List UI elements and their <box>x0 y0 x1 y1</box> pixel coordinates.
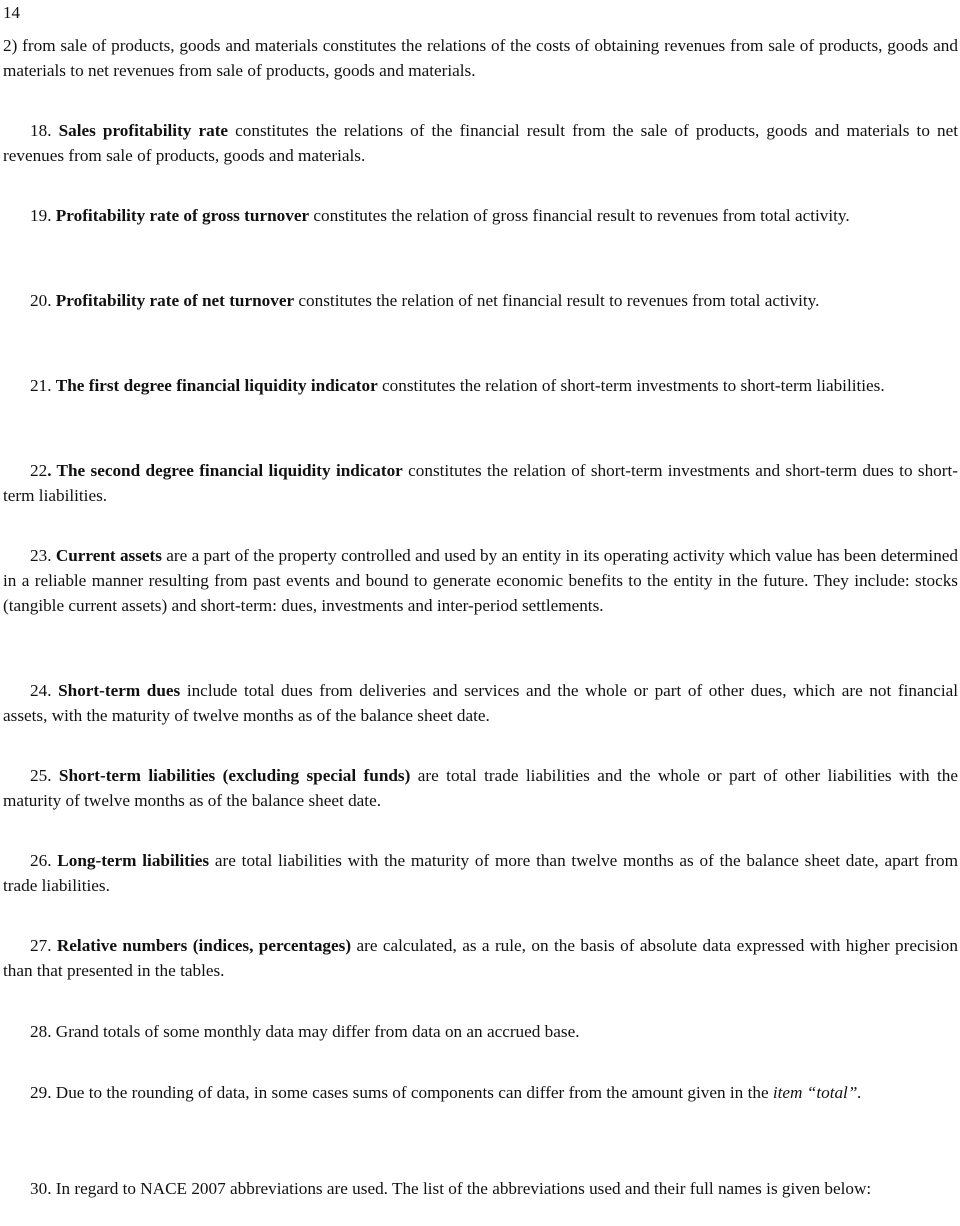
item-number: 18. <box>30 121 59 140</box>
item-number: 28. <box>30 1022 56 1041</box>
item-text: are a part of the property controlled and used by an entity in its operating activity which value has been determined in a reliable manner resulting from past events and bound to generate economic benefits to the entity in the future. They include: stocks (tangible current assets) and short-term: dues, investments and inter-period settlements. <box>3 546 959 615</box>
item-text: constitutes the relation of net financial result to revenues from total activity. <box>294 291 820 310</box>
item-18-paragraph <box>3 118 958 168</box>
item-19-paragraph <box>3 203 958 228</box>
item-23-paragraph <box>3 543 958 618</box>
page-number: 14 <box>3 3 20 22</box>
item-17-2-paragraph <box>3 33 958 83</box>
item-26-paragraph <box>3 848 958 898</box>
item-term: Profitability rate of net turnover <box>55 291 295 310</box>
item-text: are total liabilities with the maturity of more than twelve months as of the balance sheet date, apart from trade liabilities. <box>3 851 958 895</box>
item-term: Short-term dues <box>58 681 181 700</box>
item-number: 19. <box>30 206 56 225</box>
item-text: are calculated, as a rule, on the basis of absolute data expressed with higher precision than that presented in the tables. <box>3 936 958 980</box>
item-number: 2) <box>3 36 23 55</box>
item-number: 25. <box>30 766 59 785</box>
item-text: Grand totals of some monthly data may differ from data on an accrued base. <box>55 1022 580 1041</box>
item-number: 20. <box>30 291 56 310</box>
item-term: Long-term liabilities <box>57 851 210 870</box>
item-text: constitutes the relation of short-term investments to short-term liabilities. <box>377 376 885 395</box>
item-number: 21. <box>30 376 56 395</box>
item-text: In regard to NACE 2007 abbreviations are used. The list of the abbreviations used and their full names is given below: <box>55 1179 872 1198</box>
item-number: 30. <box>30 1179 56 1198</box>
item-text: are total trade liabilities and the whole or part of other liabilities with the maturity of twelve months as of the balance sheet date. <box>3 766 959 810</box>
item-italic-text: item “total”. <box>772 1083 862 1102</box>
item-number: 29. <box>30 1083 56 1102</box>
item-text: include total dues from deliveries and services and the whole or part of other dues, which are not financial assets, with the maturity of twelve months as of the balance sheet date. <box>3 681 958 725</box>
item-number: 26. <box>30 851 58 870</box>
item-text: constitutes the relation of gross financial result to revenues from total activity. <box>309 206 850 225</box>
item-term: The first degree financial liquidity indicator <box>55 376 378 395</box>
item-term: . The second degree financial liquidity indicator <box>47 461 403 480</box>
item-term: Profitability rate of gross turnover <box>55 206 310 225</box>
item-term: Short-term liabilities (excluding special funds) <box>58 766 411 785</box>
item-text: Due to the rounding of data, in some cases sums of components can differ from the amount given in the <box>55 1083 773 1102</box>
item-text: from sale of products, goods and materials constitutes the relations of the costs of obtaining revenues from sale of products, goods and materials to net revenues from sale of products, goods and materials. <box>3 36 958 80</box>
item-20-paragraph <box>3 288 958 313</box>
item-29-paragraph <box>3 1080 958 1105</box>
item-24-paragraph <box>3 678 958 728</box>
item-number: 24. <box>30 681 59 700</box>
item-term: Relative numbers (indices, percentages) <box>56 936 352 955</box>
item-number: 22 <box>30 461 48 480</box>
item-30-paragraph <box>3 1176 958 1201</box>
item-22-paragraph <box>3 458 958 508</box>
item-text: constitutes the relation of short-term investments and short-term dues to short-term liabilities. <box>3 461 958 505</box>
item-term: Sales profitability rate <box>58 121 229 140</box>
item-28-paragraph <box>3 1019 958 1044</box>
item-text: constitutes the relations of the financial result from the sale of products, goods and materials to net revenues from sale of products, goods and materials. <box>3 121 959 165</box>
item-21-paragraph <box>3 373 958 398</box>
item-number: 23. <box>30 546 56 565</box>
item-term: Current assets <box>55 546 162 565</box>
item-27-paragraph <box>3 933 958 983</box>
item-number: 27. <box>30 936 57 955</box>
item-25-paragraph <box>3 763 958 813</box>
